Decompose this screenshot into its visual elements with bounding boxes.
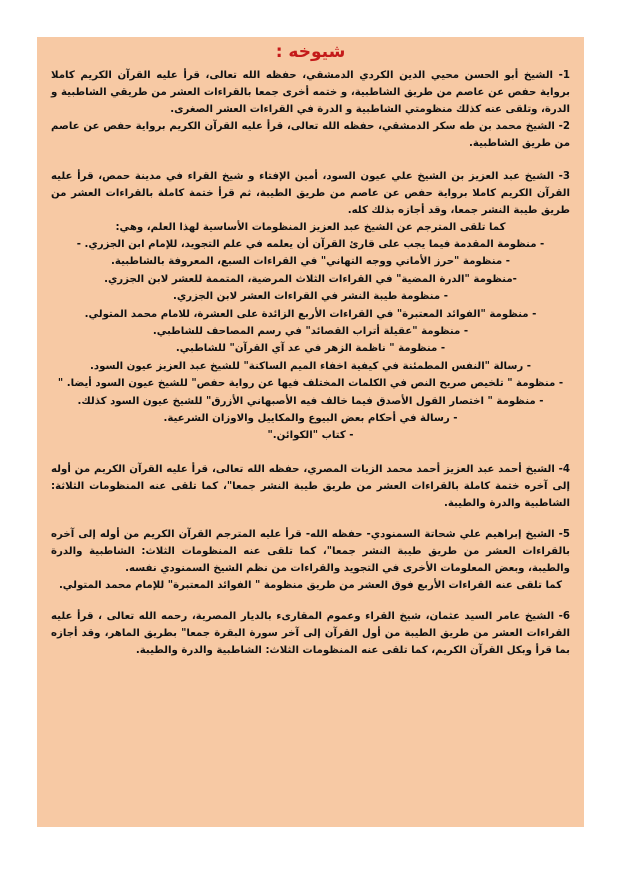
list-item: - منظومة " تلخيص صريح النص في الكلمات المختلف فيها عن رواية حفص" للشيخ عيون السود أيضا. " bbox=[57, 378, 564, 390]
texts-list bbox=[51, 236, 570, 445]
sheikh-6-paragraph: 6- الشيخ عامر السيد عثمان، شيخ القراء وعموم المقارىء بالديار المصرية، رحمه الله تعالى ، قرأ عليه القراءات العشر من طريق الطيبة من أول القرآن إلى آخر سورة البقرة جمعا" بطريق الماهر، وقد أجازه بما قرأ وبكل القرآن الكريم، كما تلقى عنه المنظومات الثلاث: الشاطبية والدرة والطيبة. bbox=[51, 610, 570, 656]
list-item: - منظومة "عقيلة أتراب القصائد" في رسم المصاحف للشاطبي. bbox=[152, 326, 469, 338]
list-item: -منظومة "الدرة المضية" في القراءات الثلاث المرضية، المتممة للعشر لابن الجزري. bbox=[104, 273, 517, 285]
sheikh-2-paragraph: 2- الشيخ محمد بن طه سكر الدمشقي، حفظه الله تعالى، قرأ عليه القرآن الكريم برواية حفص عن عاصم من طريق الشاطبية. bbox=[51, 121, 570, 149]
list-item: - رسالة "النفس المطمئنة في كيفية اخفاء الميم الساكنة" للشيخ عبد العزيز عيون السود. bbox=[89, 360, 532, 372]
sheikh-5-extra: كما تلقى عنه القراءات الأربع فوق العشر من طريق منظومة " الفوائد المعتبرة" للإمام محمد المتولي. bbox=[58, 579, 563, 591]
list-item: - منظومة المقدمة فيما يجب على قارئ القرآن أن يعلمه في علم التجويد، للإمام ابن الجزري. - bbox=[76, 239, 545, 250]
sheikh-3-paragraph: 3- الشيخ عبد العزيز بن الشيخ علي عيون السود، أمين الإفتاء و شيخ القراء في مدينة حمص، قرأ عليه القرآن الكريم كاملا برواية حفص عن عاصم من طريق الطيبة، ثم قرأ ختمة كاملة بالقراءات العشر من طريق طيبة النشر جمعا، وقد أجازه بذلك كله. bbox=[51, 171, 570, 216]
list-item: - منظومة " ناظمة الزهر في عد آي القرآن" للشاطبي. bbox=[175, 343, 446, 355]
sheikh-5-paragraph: 5- الشيخ إبراهيم علي شحاتة السمنودي- حفظه الله- قرأ عليه المترجم القرآن الكريم من أوله إلى آخره بالقراءات العشر من طريق طيبة النشر جمعا"، كما تلقى عنه المنظومات الثلاث: الشاطبية والدرة والطيبة، وبعض المعلومات الأخرى في التجويد والقراءات من نظم الشيخ السمنودي نفسه. bbox=[51, 528, 570, 574]
list-item: - منظومة طيبة النشر في القراءات العشر لابن الجزري. bbox=[173, 291, 448, 303]
list-item: - منظومة "الفوائد المعتبرة" في القراءات الأربع الزائدة على العشرة، للامام محمد المتولي. bbox=[84, 308, 537, 320]
sheikh-1-paragraph: 1- الشيخ أبو الحسن محيي الدين الكردي الدمشقي، حفظه الله تعالى، قرأ عليه القرآن الكريم كاملا برواية حفص عن عاصم من طريق الشاطبية، و ختمه أخرى جمعا بالقراءات العشر من طريقي الشاطبية و الدرة، وتلقى عنه كذلك منظومتي الشاطبية و الدرة في القراءات العشر الصغرى. bbox=[51, 70, 570, 115]
section-title: شيوخه : bbox=[275, 42, 346, 62]
spacer bbox=[51, 152, 570, 168]
list-item: - كتاب "الكوائن." bbox=[267, 430, 354, 442]
spacer bbox=[51, 512, 570, 526]
list-item: - منظومة "حرز الأماني ووجه التهاني" في القراءات السبع، المعروفة بالشاطبية. bbox=[111, 256, 510, 268]
spacer bbox=[51, 594, 570, 608]
spacer bbox=[51, 445, 570, 461]
document-panel bbox=[37, 37, 584, 827]
sheikh-3-intro: كما تلقى المترجم عن الشيخ عبد العزيز المنظومات الأساسية لهذا العلم، وهي: bbox=[115, 222, 506, 233]
sheikh-4-paragraph: 4- الشيخ أحمد عبد العزيز أحمد محمد الزيات المصري، حفظه الله تعالى، قرأ عليه القرآن الكريم من أوله إلى آخره ختمة كاملة بالقراءات العشر من طريق طيبة النشر جمعا"، كما تلقى عنه المنظومات الثلاثة: الشاطبية والدرة والطيبة. bbox=[51, 463, 570, 509]
list-item: - منظومة " اختصار القول الأصدق فيما خالف فيه الأصبهاني الأزرق" للشيخ عيون السود كذلك. bbox=[77, 395, 544, 407]
list-item: - رسالة في أحكام بعض البيوع والمكاييل والاوزان الشرعية. bbox=[163, 413, 458, 425]
